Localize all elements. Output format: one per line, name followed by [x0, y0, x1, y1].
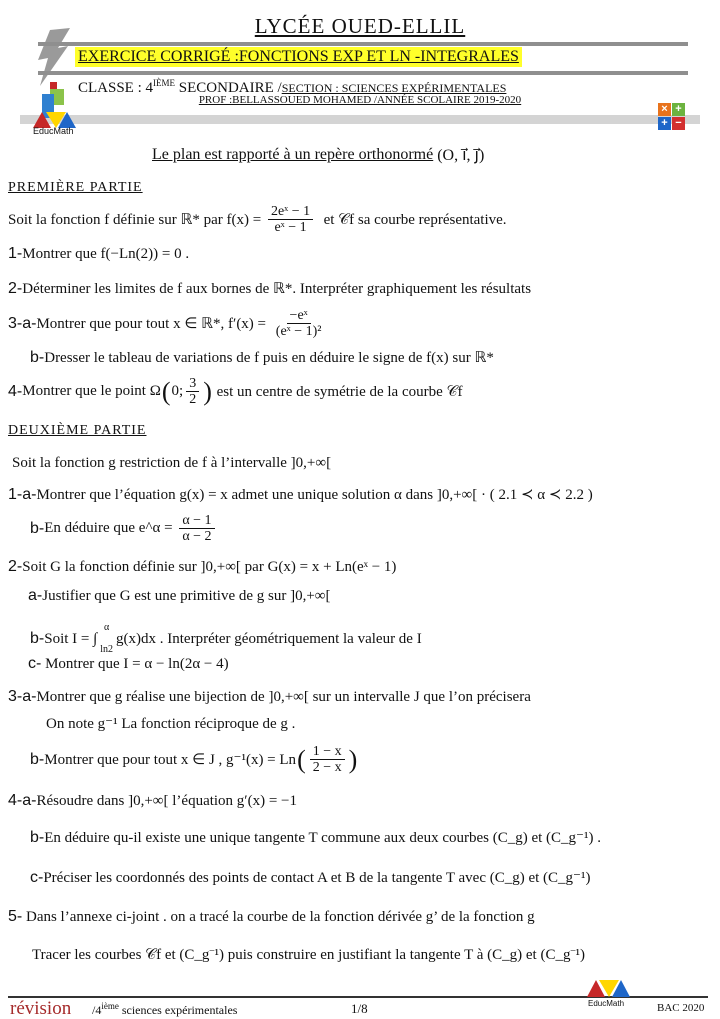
- question-number: 3-a-: [8, 688, 37, 705]
- text: Déterminer les limites de f aux bornes de ℝ*. Interpréter graphiquement les résultats: [22, 281, 532, 297]
- question-line: [8, 792, 297, 810]
- prof-line: PROF :BELLASSOUED MOHAMED /ANNÉE SCOLAIRE 2019-2020: [198, 94, 522, 106]
- question-number: b-: [30, 630, 45, 647]
- parenthesis: ): [203, 376, 212, 406]
- statement-line: [46, 714, 295, 733]
- denominator: (eˣ − 1)²: [275, 324, 322, 339]
- text: On note g⁻¹ La fonction réciproque de g .: [46, 716, 296, 732]
- question-line: [28, 587, 331, 605]
- question-number: b-: [30, 519, 45, 537]
- educmath-footer-logo-icon: [585, 978, 633, 998]
- question-line: [30, 513, 218, 544]
- minus-icon: −: [672, 117, 685, 130]
- fraction: [179, 513, 214, 544]
- question-number: 5-: [8, 908, 23, 925]
- question-number: b-: [30, 348, 45, 366]
- text: Le plan est rapporté à un repère orthonormé: [152, 146, 434, 163]
- class-label: CLASSE : 4: [78, 80, 154, 96]
- text: 0;: [171, 383, 184, 399]
- parenthesis: ): [348, 744, 358, 774]
- text: Montrer que pour tout x ∈ J , g⁻¹(x) = Ln: [44, 752, 297, 768]
- text: Soit G la fonction définie sur ]0,+∞[ par G(x) = x + Ln(eˣ − 1): [22, 558, 397, 575]
- text: Justifier que G est une primitive de g sur ]0,+∞[: [42, 587, 331, 604]
- question-number: 2-: [8, 558, 23, 575]
- question-number: 1-: [8, 245, 23, 262]
- text: Montrer que pour tout x ∈ ℝ*, f′(x) =: [36, 316, 270, 332]
- denominator: eˣ − 1: [274, 220, 307, 235]
- question-line: [30, 828, 601, 847]
- section-title: DEUXIÈME PARTIE: [8, 423, 147, 438]
- footer-class-sup: ième: [101, 1001, 119, 1011]
- class-level: SECONDAIRE /: [175, 80, 282, 96]
- text: Tracer les courbes 𝒞f et (C_g⁻¹) puis construire en justifiant la tangente T à (C_g) et (C_g⁻¹): [32, 947, 586, 963]
- exercise-title: EXERCICE CORRIGÉ :FONCTIONS EXP ET LN -INTEGRALES: [75, 47, 522, 67]
- question-number: 3-a-: [8, 314, 37, 332]
- educmath-logo-text: EducMath: [33, 126, 74, 136]
- footer-class-rest: sciences expérimentales: [118, 1003, 238, 1017]
- text: (O, i⃗, j⃗): [433, 147, 485, 164]
- parenthesis: (: [297, 744, 306, 774]
- question-line: [8, 485, 593, 504]
- text: Montrer que l’équation g(x) = x admet une unique solution α dans ]0,+∞[ · ( 2.1 ≺ α ≺ 2.2 ): [36, 487, 593, 503]
- footer-revision: révision: [10, 998, 72, 1019]
- page-title: [152, 145, 484, 165]
- numerator: α − 1: [179, 513, 214, 529]
- question-line: [28, 655, 229, 673]
- page-number: 1/8: [351, 1001, 368, 1016]
- text: En déduire que e^α =: [44, 520, 177, 536]
- text: et 𝒞f sa courbe représentative.: [316, 211, 507, 228]
- text: Montrer que I = α − ln(2α − 4): [41, 655, 229, 672]
- numerator: 3: [186, 376, 199, 392]
- text: est un centre de symétrie de la courbe 𝒞f: [212, 383, 463, 400]
- question-number: c-: [28, 655, 42, 672]
- question-line: [8, 558, 396, 576]
- statement-line: [12, 455, 331, 472]
- question-number: 4-: [8, 382, 23, 400]
- class-sup: IÈME: [153, 78, 176, 88]
- calculator-icon: [658, 103, 685, 130]
- section-title: PREMIÈRE PARTIE: [8, 180, 143, 195]
- text: Soit la fonction f définie sur ℝ* par f(x) =: [8, 212, 265, 228]
- denominator: α − 2: [182, 529, 212, 544]
- question-line: [8, 908, 535, 926]
- divider: [38, 71, 688, 75]
- question-line: [30, 868, 590, 887]
- divider: [20, 115, 700, 124]
- question-line: [8, 245, 189, 263]
- question-number: 1-a-: [8, 485, 37, 503]
- fraction: [310, 744, 345, 775]
- plus-icon: +: [672, 103, 685, 116]
- fraction: [268, 204, 313, 235]
- school-name: LYCÉE OUED-ELLIL: [254, 14, 466, 38]
- question-line: [8, 376, 462, 407]
- question-number: c-: [30, 868, 44, 886]
- text: Dresser le tableau de variations de f puis en déduire le signe de f(x) sur ℝ*: [44, 350, 494, 366]
- footer-logo-text: EducMath: [588, 999, 625, 1008]
- section-label: SECTION : SCIENCES EXPÉRIMENTALES: [281, 81, 507, 95]
- section-heading: [8, 423, 146, 439]
- question-number: a-: [28, 587, 43, 604]
- text: Montrer que le point Ω: [22, 383, 161, 399]
- fraction: [186, 376, 199, 407]
- text: g(x)dx . Interpréter géométriquement la valeur de I: [116, 630, 422, 647]
- text: Soit la fonction g restriction de f à l’intervalle ]0,+∞[: [12, 455, 332, 471]
- numerator: 1 − x: [310, 744, 345, 760]
- question-line: [30, 744, 358, 775]
- text: Résoudre dans ]0,+∞[ l’équation g′(x) = −1: [36, 792, 297, 809]
- footer-class-prefix: /4: [92, 1003, 102, 1017]
- section-heading: [8, 180, 143, 196]
- question-line: [30, 348, 494, 367]
- statement-line: [8, 204, 507, 235]
- denominator: 2: [189, 392, 197, 407]
- numerator: α: [104, 622, 110, 633]
- parenthesis: (: [161, 376, 171, 406]
- text: Soit I = ∫: [44, 630, 98, 647]
- denominator: 2 − x: [312, 760, 342, 775]
- bac-label: BAC 2020: [657, 1002, 705, 1014]
- question-line: [8, 308, 327, 339]
- text: Dans l’annexe ci-joint . on a tracé la courbe de la fonction dérivée g’ de la fonction g: [22, 908, 535, 925]
- text: Préciser les coordonnés des points de contact A et B de la tangente T avec (C_g) et (C_g⁻¹): [43, 870, 591, 886]
- question-number: b-: [30, 750, 45, 768]
- question-line: [32, 946, 585, 964]
- numerator: 2eˣ − 1: [268, 204, 313, 220]
- question-number: 4-a-: [8, 792, 37, 809]
- denominator: ln2: [100, 644, 114, 655]
- plus-icon: +: [658, 117, 671, 130]
- text: En déduire qu-il existe une unique tangente T commune aux deux courbes (C_g) et (C_g⁻¹) .: [44, 830, 601, 846]
- question-number: b-: [30, 828, 45, 846]
- divider: [38, 42, 688, 46]
- footer-class: [92, 1001, 237, 1018]
- educmath-logo-icon: [30, 82, 80, 130]
- times-icon: ×: [658, 103, 671, 116]
- text: Montrer que f(−Ln(2)) = 0 .: [22, 245, 190, 262]
- text: Montrer que g réalise une bijection de ]0,+∞[ sur un intervalle J que l’on précisera: [36, 688, 531, 705]
- numerator: −eˣ: [287, 308, 311, 324]
- question-number: 2-: [8, 279, 23, 297]
- fraction: [273, 308, 325, 339]
- question-line: [8, 279, 531, 298]
- question-line: [8, 688, 531, 706]
